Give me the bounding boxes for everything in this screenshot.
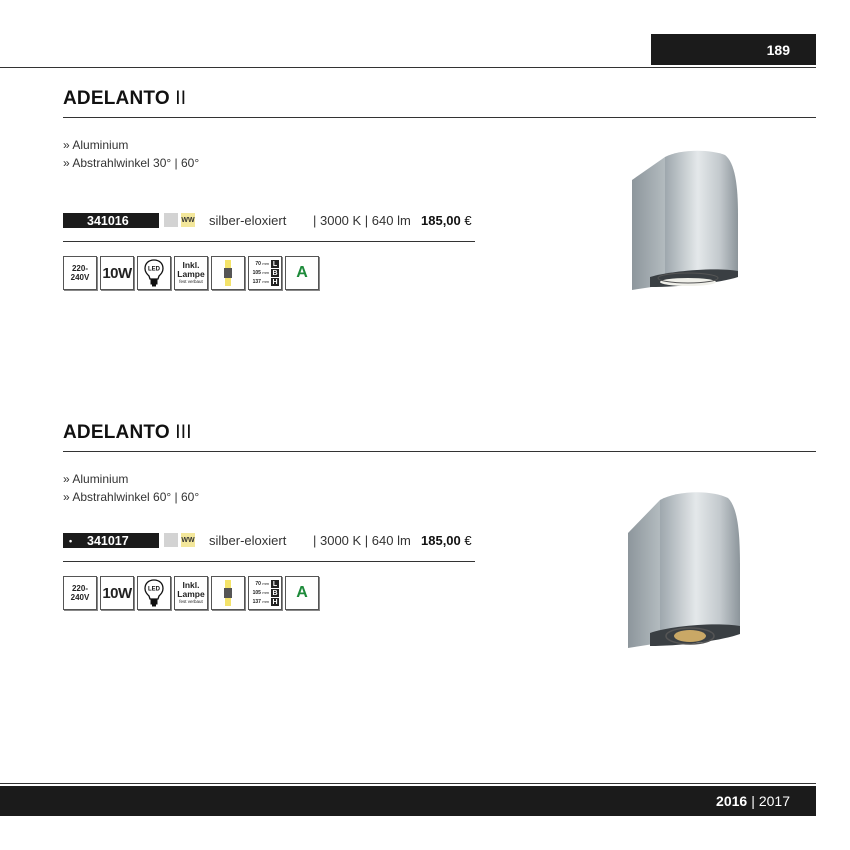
lamp-line: Inkl. <box>182 260 200 270</box>
dim-unit: mm <box>262 581 269 586</box>
voltage-line: 240V <box>70 593 90 602</box>
feature-item: » Aluminium <box>63 472 129 486</box>
article-number-box <box>63 213 159 228</box>
voltage-icon <box>63 256 97 290</box>
dim-value: 105 <box>252 270 261 276</box>
dim-unit: mm <box>262 279 269 284</box>
footer-divider <box>0 783 816 784</box>
lamp-included-icon <box>174 256 208 290</box>
led-bulb-icon <box>137 576 171 610</box>
dim-value: 137 <box>252 279 261 285</box>
currency: € <box>464 533 472 548</box>
currency: € <box>464 213 472 228</box>
price-divider <box>63 561 475 562</box>
dim-value: 70 <box>255 581 261 587</box>
dim-value: 137 <box>252 599 261 605</box>
header-divider <box>0 67 816 68</box>
dim-unit: mm <box>262 270 269 275</box>
energy-class-icon: A <box>285 576 319 610</box>
dim-value: 105 <box>252 590 261 596</box>
price-value: 185,00 <box>421 533 461 548</box>
dim-unit: mm <box>262 261 269 266</box>
product-title <box>63 422 192 444</box>
price <box>421 213 472 228</box>
article-number: 341016 <box>87 213 129 228</box>
dim-key: L <box>272 260 278 268</box>
dim-key: L <box>272 580 278 588</box>
product-name: ADELANTO <box>63 88 170 109</box>
title-divider <box>63 451 816 452</box>
lamp-line: fest verbaut <box>179 279 203 284</box>
price <box>421 533 472 548</box>
product-variant: III <box>175 422 192 443</box>
voltage-line: 240V <box>70 273 90 282</box>
color-swatch <box>164 533 178 547</box>
led-label: LED <box>148 266 160 273</box>
lamp-included-icon <box>174 576 208 610</box>
light-specs: | 3000 K | 640 lm <box>313 533 411 548</box>
dim-key: H <box>272 278 278 286</box>
dim-unit: mm <box>262 599 269 604</box>
finish-label: silber-eloxiert <box>209 533 287 548</box>
product-image <box>620 488 750 658</box>
product-image <box>620 145 750 295</box>
up-down-light-icon <box>211 576 245 610</box>
dim-key: B <box>272 269 278 277</box>
voltage-line: 220- <box>71 264 88 273</box>
finish-label: silber-eloxiert <box>209 213 287 228</box>
lamp-line: Inkl. <box>182 580 200 590</box>
lamp-line: Lampe <box>177 269 205 279</box>
dim-key: B <box>272 589 278 597</box>
up-down-light-icon <box>211 256 245 290</box>
product-variant: II <box>175 88 187 109</box>
led-label: LED <box>148 586 160 593</box>
feature-item: » Abstrahlwinkel 60° | 60° <box>63 490 200 504</box>
wattage-icon: 10W <box>100 256 134 290</box>
light-specs: | 3000 K | 640 lm <box>313 213 411 228</box>
voltage-line: 220- <box>71 584 88 593</box>
price-divider <box>63 241 475 242</box>
dim-key: H <box>272 598 278 606</box>
dimensions-icon <box>248 256 282 290</box>
product-name: ADELANTO <box>63 422 170 443</box>
new-marker: • <box>69 536 73 546</box>
lamp-line: Lampe <box>177 589 205 599</box>
year-current: 2016 <box>716 793 748 809</box>
year-next: 2017 <box>758 793 790 809</box>
product-title <box>63 88 186 110</box>
wattage-icon: 10W <box>100 576 134 610</box>
voltage-icon <box>63 576 97 610</box>
led-bulb-icon <box>137 256 171 290</box>
article-number: 341017 <box>87 533 129 548</box>
feature-item: » Abstrahlwinkel 30° | 60° <box>63 156 200 170</box>
lamp-line: fest verbaut <box>179 599 203 604</box>
price-value: 185,00 <box>421 213 461 228</box>
dim-unit: mm <box>262 590 269 595</box>
page-number: 189 <box>651 34 816 65</box>
color-swatch <box>164 213 178 227</box>
article-number-box <box>63 533 159 548</box>
light-color-badge: WW <box>181 213 195 227</box>
feature-item: » Aluminium <box>63 138 129 152</box>
dim-value: 70 <box>255 261 261 267</box>
footer-year-bar <box>0 786 816 816</box>
year-separator: | <box>751 793 755 809</box>
dimensions-icon <box>248 576 282 610</box>
title-divider <box>63 117 816 118</box>
energy-class-icon: A <box>285 256 319 290</box>
light-color-badge: WW <box>181 533 195 547</box>
